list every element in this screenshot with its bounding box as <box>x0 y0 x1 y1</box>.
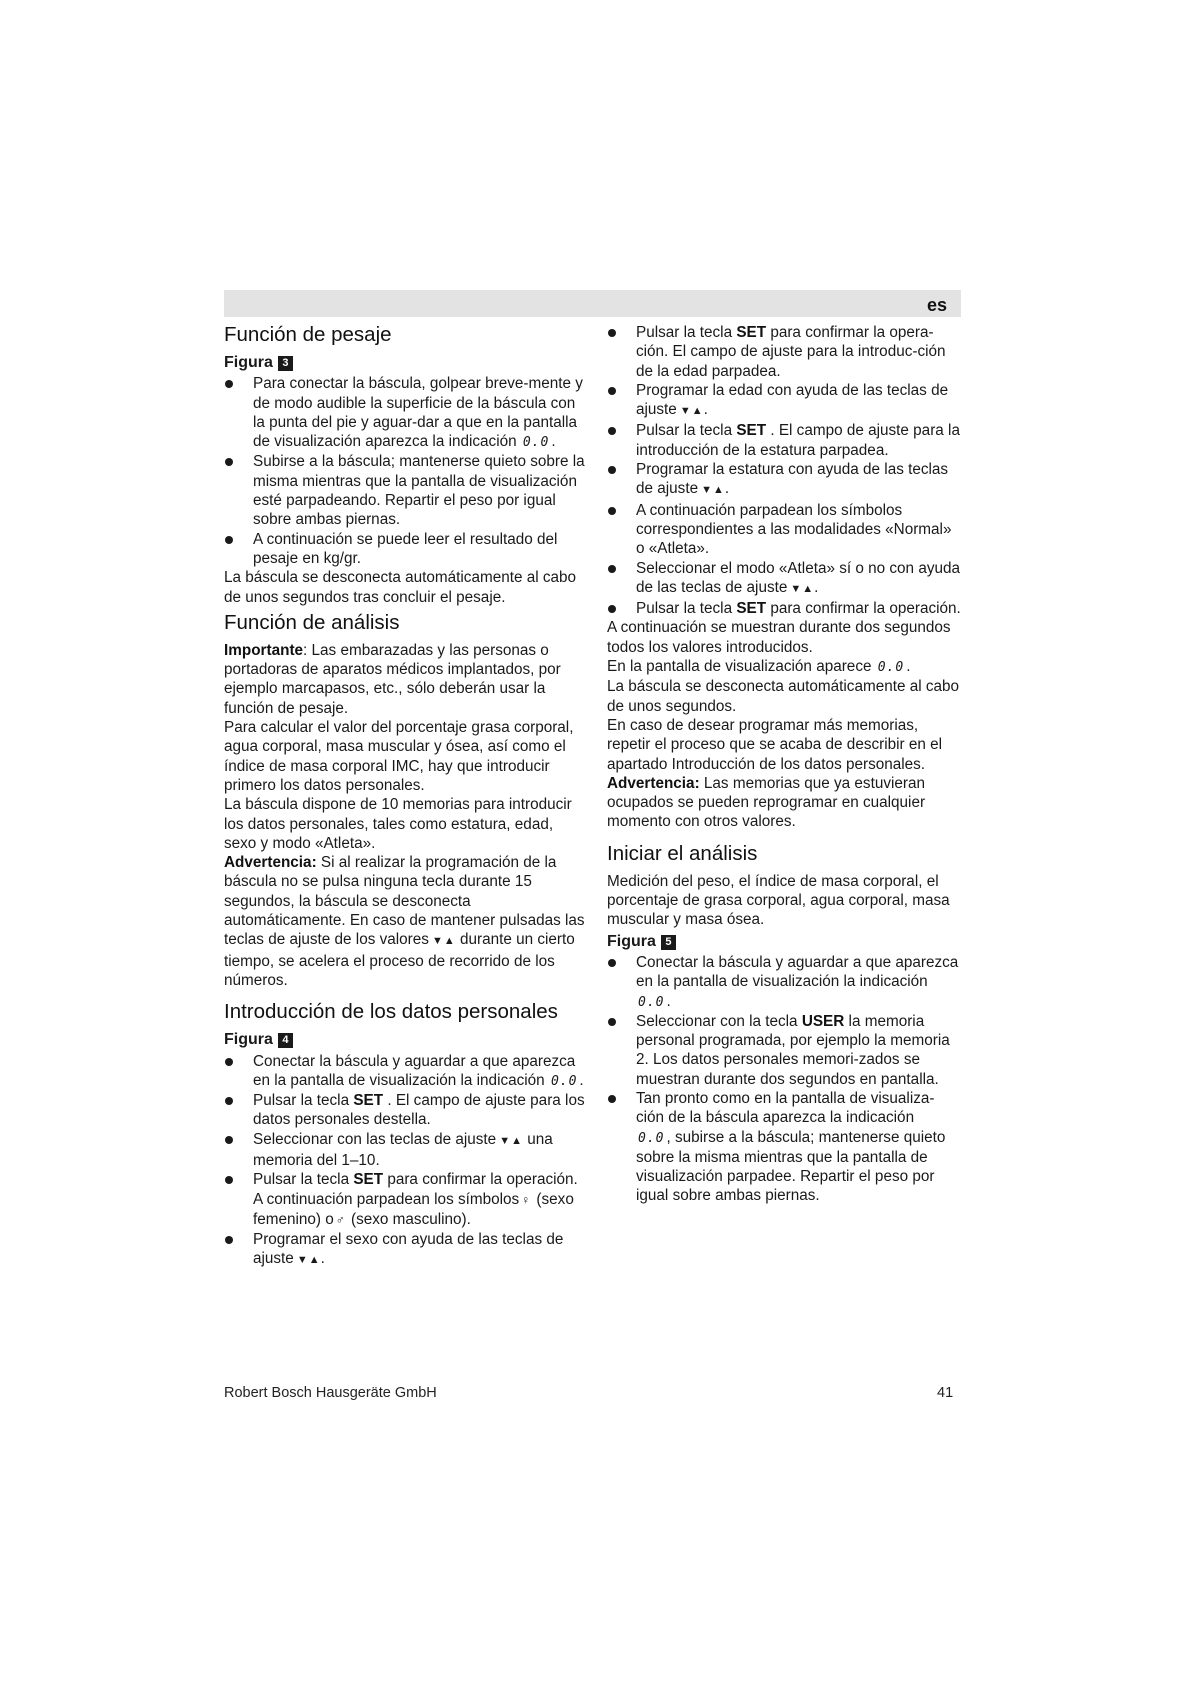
list-item: Para conectar la báscula, golpear breve-mente y de modo audible la superficie de la báscula con la punta del pie y aguar-dar a que en la pantalla de visualización aparezca la indicación 0.0 . <box>224 374 585 452</box>
list-item: Conectar la báscula y aguardar a que aparezca en la pantalla de visualización la indicación 0.0 . <box>224 1052 585 1092</box>
figure-ref-5: Figura 5 <box>607 932 961 951</box>
language-code: es <box>926 295 947 315</box>
paragraph: Para calcular el valor del porcentaje grasa corporal, agua corporal, masa muscular y ósea, así como el índice de masa corporal IMC, hay que introducir primero los datos personales. <box>224 719 574 794</box>
list-item: Pulsar la tecla SET . El campo de ajuste para los datos personales destella. <box>224 1091 585 1130</box>
weighing-steps <box>224 374 585 568</box>
adjust-arrows-icon: ▼▲ <box>790 582 815 595</box>
list-item: Programar la edad con ayuda de las teclas de ajuste ▼▲. <box>607 381 961 422</box>
paragraph-warning: Advertencia: Las memorias que ya estuvieran ocupados se pueden reprogramar en cualquier momento con otros valores. <box>607 774 926 831</box>
footer-company: Robert Bosch Hausgeräte GmbH <box>224 1385 437 1401</box>
adjust-arrows-icon: ▼▲ <box>431 935 456 948</box>
adjust-arrows-icon: ▼▲ <box>499 1134 523 1147</box>
paragraph: La báscula se desconecta automáticamente al cabo de unos segundos. <box>607 678 960 715</box>
right-column <box>607 323 961 1206</box>
display-indicator: 0.0 <box>522 435 550 451</box>
list-item: Programar la estatura con ayuda de las teclas de ajuste ▼▲. <box>607 460 961 501</box>
female-icon: ♀ <box>521 1192 531 1207</box>
adjust-arrows-icon: ▼▲ <box>296 1254 321 1267</box>
list-item: Seleccionar con las teclas de ajuste ▼▲ una memoria del 1–10. <box>224 1130 585 1171</box>
list-item: Subirse a la báscula; mantenerse quieto sobre la misma mientras que la pantalla de visualización esté parpadeando. Repartir el peso por igual sobre ambas piernas. <box>224 452 585 529</box>
display-indicator: 0.0 <box>638 994 665 1010</box>
paragraph: A continuación se muestran durante dos segundos todos los valores introducidos. <box>607 619 951 656</box>
list-item: Pulsar la tecla SET para confirmar la opera-ción. El campo de ajuste para la introduc-ción de la edad parpadea. <box>607 323 961 381</box>
list-item: Pulsar la tecla SET para confirmar la operación. <box>607 599 961 618</box>
paragraph: En caso de desear programar más memorias, repetir el proceso que se acaba de describir en el apartado Introducción de los datos personales. <box>607 716 943 773</box>
section-title-start-analysis: Iniciar el análisis <box>607 841 758 865</box>
paragraph: La báscula se desconecta automáticamente al cabo de unos segundos tras concluir el pesaje. <box>224 569 577 606</box>
paragraph: En la pantalla de visualización aparece 0.0 . <box>607 657 961 677</box>
list-item: Tan pronto como en la pantalla de visualiza-ción de la báscula aparezca la indicación 0.0 , subirse a la báscula; mantenerse quieto sobre la misma mientras que la pantalla de visualización parpadee. Repartir el peso por igual sobre ambas piernas. <box>607 1089 961 1206</box>
display-indicator: 0.0 <box>638 1130 665 1146</box>
list-item: Pulsar la tecla SET para confirmar la operación. A continuación parpadean los símbolos ♀ (sexo femenino) o ♂ (sexo masculino). <box>224 1170 585 1230</box>
left-column <box>224 323 585 1271</box>
paragraph-important: Importante: Las embarazadas y las personas o portadoras de aparatos médicos implantados, por ejemplo marcapasos, etc., sólo deberán usar la función de pesaje. <box>224 641 561 717</box>
paragraph-warning: Advertencia: Si al realizar la programación de la báscula no se pulsa ninguna tecla durante 15 segundos, la báscula se desconecta automáticamente. En caso de mantener pulsadas las teclas de ajuste de los valores ▼▲ durante un cierto tiempo, se acelera el proceso de recorrido de los números. <box>224 854 585 989</box>
list-item: Seleccionar el modo «Atleta» sí o no con ayuda de las teclas de ajuste ▼▲. <box>607 559 961 600</box>
section-title-personal-data: Introducción de los datos personales <box>224 1000 558 1024</box>
list-item: Programar el sexo con ayuda de las teclas de ajuste ▼▲. <box>224 1230 585 1271</box>
list-item: Conectar la báscula y aguardar a que aparezca en la pantalla de visualización la indicación 0.0 . <box>607 953 961 1012</box>
start-analysis-steps <box>607 953 961 1206</box>
figure-number-badge: 4 <box>278 1033 293 1048</box>
header-bar <box>224 290 961 317</box>
adjust-arrows-icon: ▼▲ <box>701 484 725 497</box>
list-item: Pulsar la tecla SET . El campo de ajuste para la introducción de la estatura parpadea. <box>607 421 961 460</box>
figure-ref-3: Figura 3 <box>224 353 585 372</box>
list-item: A continuación se puede leer el resultado del pesaje en kg/gr. <box>224 530 585 569</box>
paragraph: Medición del peso, el índice de masa corporal, el porcentaje de grasa corporal, agua corporal, masa muscular y masa ósea. <box>607 872 950 929</box>
page-number: 41 <box>937 1385 954 1401</box>
list-item: A continuación parpadean los símbolos correspondientes a las modalidades «Normal» o «Atleta». <box>607 501 961 559</box>
personal-data-steps-continued <box>607 323 961 618</box>
section-title-analysis: Función de análisis <box>224 610 400 634</box>
male-icon: ♂ <box>335 1212 345 1227</box>
section-title-weighing: Función de pesaje <box>224 323 392 346</box>
adjust-arrows-icon: ▼▲ <box>679 405 704 418</box>
paragraph: La báscula dispone de 10 memorias para introducir los datos personales, tales como estatura, edad, sexo y modo «Atleta». <box>224 796 572 852</box>
display-indicator: 0.0 <box>550 1073 578 1089</box>
figure-number-badge: 3 <box>278 356 293 371</box>
figure-ref-4: Figura 4 <box>224 1030 585 1049</box>
figure-number-badge: 5 <box>661 935 676 950</box>
display-indicator: 0.0 <box>877 660 905 676</box>
personal-data-steps <box>224 1052 585 1271</box>
list-item: Seleccionar con la tecla USER la memoria personal programada, por ejemplo la memoria 2. Los datos personales memori-zados se muestran durante dos segundos en pantalla. <box>607 1012 961 1089</box>
